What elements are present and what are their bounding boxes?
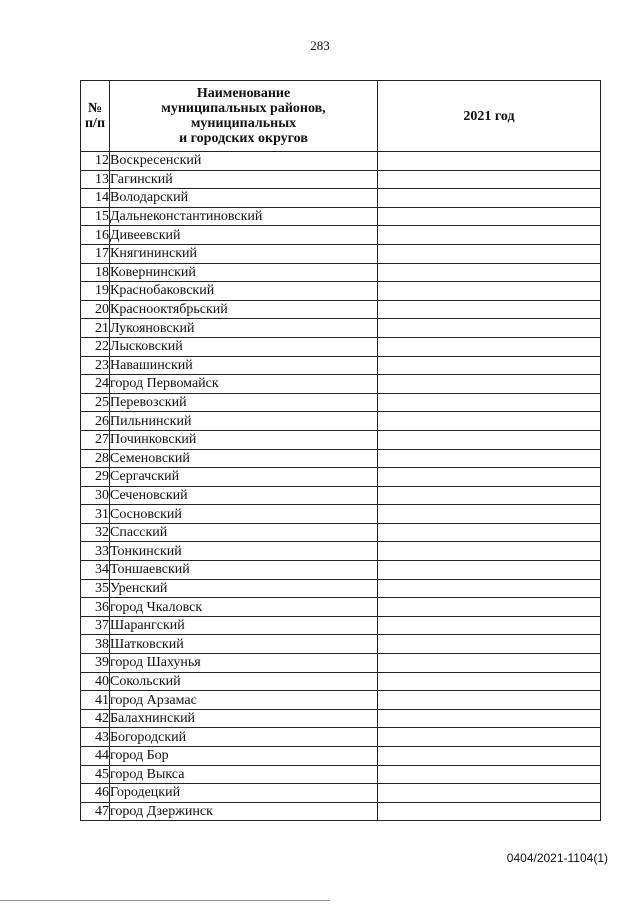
row-name: Уренский (110, 579, 378, 598)
row-number: 15 (81, 207, 110, 226)
table-row (81, 337, 601, 356)
row-name: Краснооктябрьский (110, 300, 378, 319)
row-name: Балахнинский (110, 709, 378, 728)
table-header-row (81, 81, 601, 152)
row-value (378, 486, 601, 505)
row-value (378, 244, 601, 263)
table-row (81, 319, 601, 338)
table-row (81, 152, 601, 171)
row-name: Починковский (110, 430, 378, 449)
row-number: 28 (81, 449, 110, 468)
table-row (81, 207, 601, 226)
header-year (378, 81, 601, 152)
row-number: 34 (81, 561, 110, 580)
row-name: город Чкаловск (110, 598, 378, 617)
row-value (378, 319, 601, 338)
table-row (81, 561, 601, 580)
row-name: Городецкий (110, 784, 378, 803)
table-row (81, 170, 601, 189)
row-value (378, 561, 601, 580)
table-row (81, 449, 601, 468)
row-value (378, 468, 601, 487)
row-number: 43 (81, 728, 110, 747)
row-number: 32 (81, 523, 110, 542)
row-number: 33 (81, 542, 110, 561)
row-value (378, 784, 601, 803)
table-row (81, 282, 601, 301)
row-number: 47 (81, 802, 110, 821)
row-name: Краснобаковский (110, 282, 378, 301)
row-name: Спасский (110, 523, 378, 542)
table-row (81, 728, 601, 747)
row-value (378, 802, 601, 821)
row-value (378, 282, 601, 301)
row-number: 26 (81, 412, 110, 431)
row-number: 36 (81, 598, 110, 617)
row-name: Семеновский (110, 449, 378, 468)
table-row (81, 412, 601, 431)
table-row (81, 300, 601, 319)
row-name: Пильнинский (110, 412, 378, 431)
row-value (378, 337, 601, 356)
table-row (81, 505, 601, 524)
row-value (378, 523, 601, 542)
row-value (378, 728, 601, 747)
table-row (81, 244, 601, 263)
row-number: 46 (81, 784, 110, 803)
row-name: Шарангский (110, 616, 378, 635)
row-name: Лысковский (110, 337, 378, 356)
row-value (378, 449, 601, 468)
table-row (81, 523, 601, 542)
row-name: Дальнеконстантиновский (110, 207, 378, 226)
row-number: 37 (81, 616, 110, 635)
table-row (81, 709, 601, 728)
row-name: город Шахунья (110, 654, 378, 673)
row-name: Воскресенский (110, 152, 378, 171)
table-row (81, 468, 601, 487)
table-row (81, 356, 601, 375)
table-row (81, 616, 601, 635)
row-value (378, 170, 601, 189)
table-row (81, 393, 601, 412)
row-name: Богородский (110, 728, 378, 747)
row-number: 20 (81, 300, 110, 319)
table-row (81, 747, 601, 766)
row-number: 41 (81, 691, 110, 710)
row-value (378, 393, 601, 412)
table-row (81, 598, 601, 617)
row-value (378, 542, 601, 561)
row-name: Володарский (110, 189, 378, 208)
row-number: 27 (81, 430, 110, 449)
table-row (81, 430, 601, 449)
row-value (378, 709, 601, 728)
row-number: 42 (81, 709, 110, 728)
row-name: город Дзержинск (110, 802, 378, 821)
row-number: 45 (81, 765, 110, 784)
table-row (81, 635, 601, 654)
row-name: Сергачский (110, 468, 378, 487)
row-value (378, 412, 601, 431)
row-number: 31 (81, 505, 110, 524)
row-value (378, 616, 601, 635)
row-name: город Первомайск (110, 375, 378, 394)
row-name: Тоншаевский (110, 561, 378, 580)
row-value (378, 579, 601, 598)
row-number: 14 (81, 189, 110, 208)
row-value (378, 691, 601, 710)
row-number: 21 (81, 319, 110, 338)
row-value (378, 672, 601, 691)
row-number: 18 (81, 263, 110, 282)
row-number: 17 (81, 244, 110, 263)
row-number: 40 (81, 672, 110, 691)
row-name: Княгининский (110, 244, 378, 263)
table-row (81, 672, 601, 691)
table-row (81, 189, 601, 208)
row-name: Сокольский (110, 672, 378, 691)
header-year-label: 2021 год (463, 108, 515, 124)
municipalities-table (80, 80, 601, 821)
row-number: 25 (81, 393, 110, 412)
row-value (378, 226, 601, 245)
table-row (81, 263, 601, 282)
row-name: Перевозский (110, 393, 378, 412)
row-number: 39 (81, 654, 110, 673)
row-name: город Арзамас (110, 691, 378, 710)
row-name: Навашинский (110, 356, 378, 375)
row-name: город Бор (110, 747, 378, 766)
row-name: город Выкса (110, 765, 378, 784)
row-number: 24 (81, 375, 110, 394)
row-value (378, 765, 601, 784)
header-number (81, 81, 110, 152)
row-number: 30 (81, 486, 110, 505)
row-value (378, 654, 601, 673)
row-name: Сосновский (110, 505, 378, 524)
row-name: Лукояновский (110, 319, 378, 338)
row-number: 16 (81, 226, 110, 245)
row-name: Гагинский (110, 170, 378, 189)
row-number: 12 (81, 152, 110, 171)
row-value (378, 635, 601, 654)
row-value (378, 375, 601, 394)
header-number-label: № п/п (84, 101, 106, 131)
row-value (378, 152, 601, 171)
table-row (81, 654, 601, 673)
table-row (81, 226, 601, 245)
row-number: 19 (81, 282, 110, 301)
table-row (81, 765, 601, 784)
table-row (81, 579, 601, 598)
table-row (81, 784, 601, 803)
row-number: 44 (81, 747, 110, 766)
row-value (378, 189, 601, 208)
row-name: Ковернинский (110, 263, 378, 282)
row-value (378, 263, 601, 282)
header-name-label: Наименование муниципальных районов, муниципальных и городских округов (161, 86, 326, 146)
table-row (81, 486, 601, 505)
row-number: 22 (81, 337, 110, 356)
row-number: 13 (81, 170, 110, 189)
row-number: 29 (81, 468, 110, 487)
row-value (378, 300, 601, 319)
row-value (378, 430, 601, 449)
row-value (378, 207, 601, 226)
header-name (110, 81, 378, 152)
page-number: 283 (310, 38, 330, 53)
table-row (81, 691, 601, 710)
document-code: 0404/2021-1104(1) (506, 851, 608, 865)
row-value (378, 356, 601, 375)
bottom-divider (0, 900, 330, 901)
row-value (378, 598, 601, 617)
table-row (81, 802, 601, 821)
table-row (81, 542, 601, 561)
row-value (378, 747, 601, 766)
table-row (81, 375, 601, 394)
row-name: Сеченовский (110, 486, 378, 505)
row-name: Дивеевский (110, 226, 378, 245)
table-body (81, 152, 601, 821)
row-number: 35 (81, 579, 110, 598)
row-value (378, 505, 601, 524)
row-name: Тонкинский (110, 542, 378, 561)
row-name: Шатковский (110, 635, 378, 654)
row-number: 23 (81, 356, 110, 375)
row-number: 38 (81, 635, 110, 654)
